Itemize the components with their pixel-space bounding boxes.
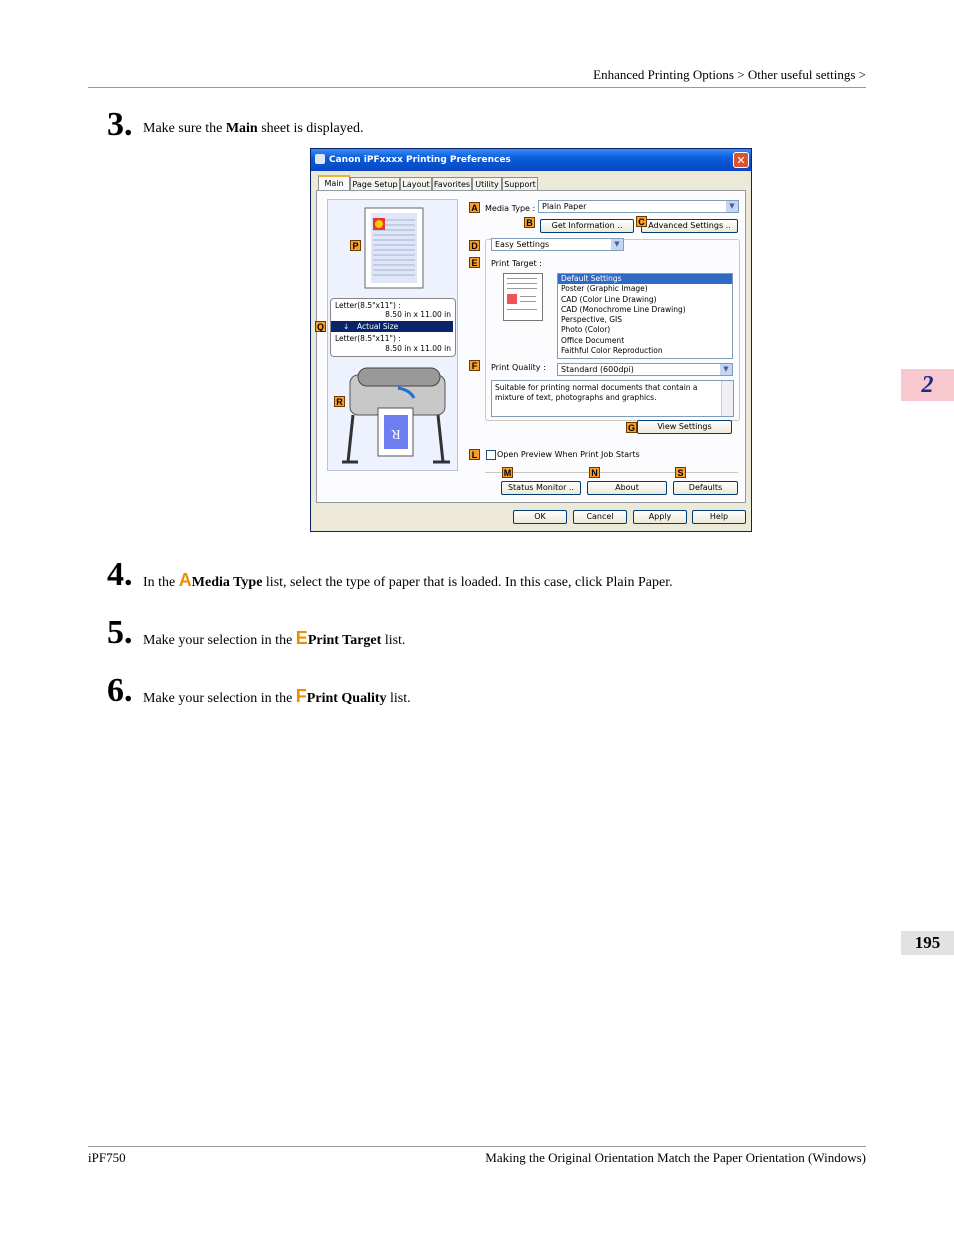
size-from-dims: 8.50 in x 11.00 in <box>385 310 451 319</box>
callout-letter: E <box>295 628 308 648</box>
scrollbar[interactable] <box>721 381 733 416</box>
print-target-list[interactable] <box>557 273 733 359</box>
size-summary <box>330 298 456 357</box>
callout-badge-a: A <box>469 202 480 213</box>
header-rule <box>88 87 866 88</box>
dialog-title: Canon iPFxxxx Printing Preferences <box>329 155 511 165</box>
cancel-button[interactable]: Cancel <box>573 510 627 524</box>
callout-letter: F <box>295 686 307 706</box>
open-preview-label: Open Preview When Print Job Starts <box>497 450 640 459</box>
size-to-dims: 8.50 in x 11.00 in <box>385 344 451 353</box>
help-button[interactable]: Help <box>692 510 746 524</box>
status-monitor-button[interactable]: Status Monitor .. <box>501 481 581 495</box>
print-quality-label: Print Quality : <box>491 363 546 372</box>
svg-text:R: R <box>391 426 401 441</box>
step-text-post: list. <box>386 691 411 706</box>
print-quality-select[interactable] <box>557 363 733 376</box>
mode-select[interactable] <box>491 238 624 251</box>
media-type-select[interactable] <box>538 200 739 213</box>
list-item[interactable]: Office Document <box>561 335 625 345</box>
callout-badge-q: Q <box>316 322 324 332</box>
tab-layout[interactable]: Layout <box>400 177 432 190</box>
callout-badge-m: M <box>503 468 512 478</box>
print-target-label: Print Target : <box>491 259 542 268</box>
footer-model: iPF750 <box>88 1150 126 1165</box>
callout-badge-f: F <box>469 360 480 371</box>
callout-badge-g: G <box>627 423 635 433</box>
tab-favorites[interactable]: Favorites <box>432 177 472 190</box>
printing-preferences-dialog <box>310 148 752 532</box>
tab-page-setup[interactable]: Page Setup <box>350 177 400 190</box>
arrow-down-icon: ↓ <box>343 322 350 331</box>
step-number: 5. <box>107 614 133 651</box>
tab-utility[interactable]: Utility <box>472 177 502 190</box>
step-text-pre: In the <box>143 575 179 590</box>
header-breadcrumb: Enhanced Printing Options > Other useful settings > <box>593 67 866 82</box>
callout-badge-c: C <box>636 216 647 227</box>
about-button[interactable]: About <box>587 481 667 495</box>
list-item[interactable]: Photo (Color) <box>561 325 611 335</box>
callout-badge-s: S <box>675 467 686 478</box>
tab-main[interactable]: Main <box>318 175 350 191</box>
callout-badge-r: R <box>334 396 345 407</box>
callout-badge-b: B <box>524 217 535 228</box>
document-thumbnail-icon <box>503 273 543 321</box>
chevron-down-icon: ▼ <box>720 364 732 375</box>
callout-badge-d: D <box>469 240 480 251</box>
get-information-button[interactable]: Get Information .. <box>540 219 634 233</box>
tab-support[interactable]: Support <box>502 177 538 190</box>
chevron-down-icon: ▼ <box>611 239 623 250</box>
step-text <box>143 628 405 649</box>
media-type-value: Plain Paper <box>542 202 587 211</box>
callout-badge-l: L <box>469 449 480 460</box>
step-text-post: list. <box>381 633 406 648</box>
list-item[interactable]: Perspective, GIS <box>561 315 622 325</box>
print-quality-value: Standard (600dpi) <box>561 365 634 374</box>
view-settings-button[interactable]: View Settings <box>637 420 732 434</box>
description-text: Suitable for printing normal documents that contain a mixture of text, photographs and graphics. <box>495 383 698 402</box>
step-number: 3. <box>107 106 133 143</box>
callout-badge-n: N <box>589 467 600 478</box>
apply-button[interactable]: Apply <box>633 510 687 524</box>
list-item[interactable]: Faithful Color Reproduction <box>561 346 663 356</box>
defaults-button[interactable]: Defaults <box>673 481 738 495</box>
page-number: 195 <box>901 931 954 955</box>
separator <box>485 472 738 473</box>
list-item[interactable]: Default Settings <box>558 274 732 284</box>
chevron-down-icon: ▼ <box>726 201 738 212</box>
step-text-pre: Make your selection in the <box>143 633 296 648</box>
list-item[interactable]: Poster (Graphic Image) <box>561 284 648 294</box>
step-text-bold: Print Target <box>307 633 382 648</box>
chapter-tab[interactable]: 2 <box>901 369 954 401</box>
step-number: 6. <box>107 672 133 709</box>
size-from: Letter(8.5"x11") : <box>335 301 401 310</box>
mode-value: Easy Settings <box>495 240 550 249</box>
step-text <box>143 686 411 707</box>
callout-letter: A <box>178 570 192 590</box>
step-text-pre: Make your selection in the <box>143 691 296 706</box>
step-text-bold: Main <box>225 121 258 136</box>
step-text-bold: Media Type <box>191 575 263 590</box>
advanced-settings-button[interactable]: Advanced Settings .. <box>641 219 738 233</box>
actual-size-row <box>331 321 453 332</box>
printer-icon <box>315 154 325 164</box>
size-to: Letter(8.5"x11") : <box>335 334 401 343</box>
step-text-post: list, select the type of paper that is loaded. In this case, click Plain Paper. <box>262 575 673 590</box>
actual-size-label: Actual Size <box>357 322 399 331</box>
step-text-post: sheet is displayed. <box>257 121 364 136</box>
step-number: 4. <box>107 556 133 593</box>
ok-button[interactable]: OK <box>513 510 567 524</box>
step-text <box>143 570 673 591</box>
dialog-titlebar[interactable] <box>311 149 751 171</box>
list-item[interactable]: CAD (Color Line Drawing) <box>561 294 657 304</box>
media-type-label: Media Type : <box>485 204 536 213</box>
open-preview-checkbox[interactable] <box>486 450 496 460</box>
list-item[interactable]: CAD (Monochrome Line Drawing) <box>561 304 686 314</box>
close-icon[interactable]: ✕ <box>733 152 749 168</box>
callout-badge-p: P <box>350 240 361 251</box>
step-text-bold: Print Quality <box>306 691 387 706</box>
footer-section-title: Making the Original Orientation Match the Paper Orientation (Windows) <box>485 1150 866 1165</box>
callout-badge-e: E <box>469 257 480 268</box>
step-text <box>143 121 363 137</box>
footer-rule <box>88 1146 866 1147</box>
step-text-pre: Make sure the <box>143 121 226 136</box>
description-box <box>491 380 734 417</box>
